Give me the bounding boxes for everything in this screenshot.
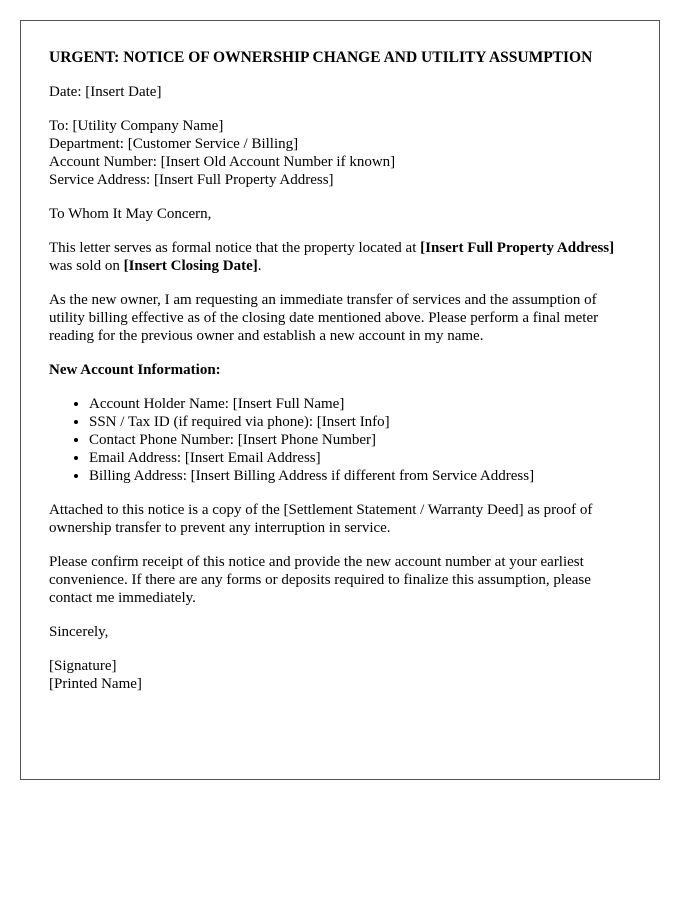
letter-title: URGENT: NOTICE OF OWNERSHIP CHANGE AND UTILITY ASSUMPTION bbox=[49, 49, 593, 66]
signature-block bbox=[49, 657, 631, 693]
list-item-billing-address: • Billing Address: [Insert Billing Address if different from Service Address] bbox=[89, 467, 631, 485]
list-item-phone: • Contact Phone Number: [Insert Phone Number] bbox=[89, 431, 631, 449]
recipient-service-address: Service Address: [Insert Full Property Address] bbox=[49, 172, 334, 188]
recipient-department: Department: [Customer Service / Billing] bbox=[49, 136, 299, 152]
salutation: To Whom It May Concern, bbox=[49, 206, 212, 222]
paragraph-notice-post: . bbox=[257, 258, 262, 274]
signature-placeholder: [Signature] bbox=[49, 658, 117, 674]
closing: Sincerely, bbox=[49, 624, 109, 640]
closing-date-placeholder: [Insert Closing Date] bbox=[123, 258, 258, 274]
property-address-placeholder: [Insert Full Property Address] bbox=[420, 240, 615, 256]
date-line: Date: [Insert Date] bbox=[49, 84, 162, 100]
paragraph-notice-pre: This letter serves as formal notice that the property located at bbox=[49, 240, 421, 256]
paragraph-attachment: Attached to this notice is a copy of the [Settlement Statement / Warranty Deed] as proof of ownership transfer to prevent any interruption in service. bbox=[49, 502, 593, 536]
letter-page bbox=[20, 20, 660, 780]
recipient-account-number: Account Number: [Insert Old Account Number if known] bbox=[49, 154, 396, 170]
paragraph-notice-mid: was sold on bbox=[49, 258, 124, 274]
recipient-to: To: [Utility Company Name] bbox=[49, 118, 224, 134]
list-item-tax-id: • SSN / Tax ID (if required via phone): [Insert Info] bbox=[89, 413, 631, 431]
list-item-email: • Email Address: [Insert Email Address] bbox=[89, 449, 631, 467]
paragraph-notice bbox=[49, 239, 631, 275]
new-account-list bbox=[49, 395, 631, 485]
new-account-heading: New Account Information: bbox=[49, 362, 221, 378]
printed-name-placeholder: [Printed Name] bbox=[49, 676, 142, 692]
recipient-block bbox=[49, 117, 631, 189]
paragraph-request: As the new owner, I am requesting an immediate transfer of services and the assumption of utility billing effective as of the closing date mentioned above. Please perform a final meter reading for the previous owner and establish a new account in my name. bbox=[49, 292, 599, 344]
paragraph-confirm: Please confirm receipt of this notice and provide the new account number at your earliest convenience. If there are any forms or deposits required to finalize this assumption, please contact me immediately. bbox=[49, 554, 591, 606]
list-item-holder-name: • Account Holder Name: [Insert Full Name] bbox=[89, 395, 631, 413]
